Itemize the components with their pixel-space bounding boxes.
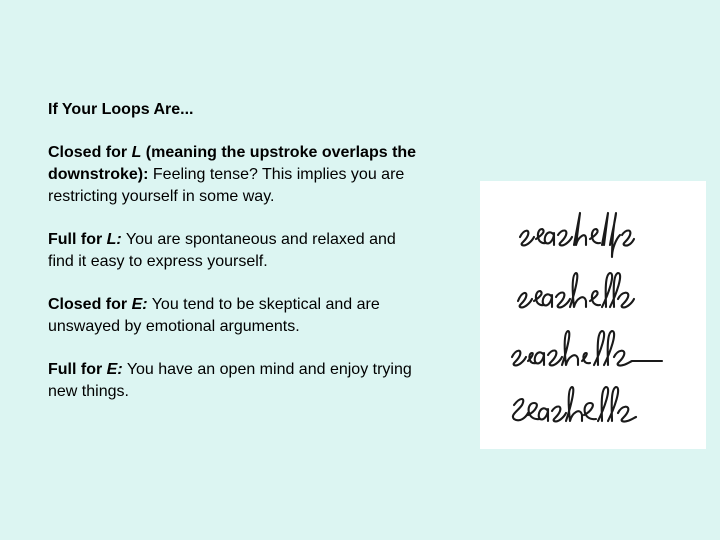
- paragraph-closed-l: [48, 142, 418, 208]
- page-title: If Your Loops Are...: [48, 101, 194, 118]
- handwriting-sample-full-l: [518, 273, 634, 307]
- paragraph-heading: [48, 361, 123, 378]
- paragraph-full-e: [48, 359, 418, 403]
- paragraph-heading: [48, 296, 148, 313]
- paragraph-body: You have an open mind and enjoy trying new things.: [48, 361, 412, 400]
- heading-letter: L:: [106, 231, 122, 248]
- handwriting-sample-closed-l: [520, 213, 634, 257]
- paragraph-full-l: [48, 229, 418, 273]
- heading-prefix: Closed for: [48, 296, 132, 313]
- paragraph-closed-e: [48, 294, 418, 338]
- loops-text-block: [48, 99, 418, 424]
- paragraph-heading: [48, 231, 122, 248]
- heading-rest: (meaning the upstroke overlaps the downstroke):: [48, 144, 417, 183]
- handwriting-samples-svg: [480, 181, 706, 449]
- handwriting-sample-closed-e: [512, 331, 662, 366]
- handwriting-samples-image: [480, 181, 706, 449]
- heading-prefix: Closed for: [48, 144, 132, 161]
- paragraph-body: Feeling tense? This implies you are restricting yourself in some way.: [48, 166, 405, 205]
- paragraph-body: You are spontaneous and relaxed and find it easy to express yourself.: [48, 231, 396, 270]
- heading-prefix: Full for: [48, 361, 107, 378]
- heading-letter: E:: [131, 296, 148, 313]
- handwriting-sample-full-e: [513, 387, 636, 422]
- heading-letter: L: [131, 144, 142, 161]
- heading-letter: E:: [106, 361, 123, 378]
- paragraph-body: You tend to be skeptical and are unswayed by emotional arguments.: [48, 296, 380, 335]
- heading-prefix: Full for: [48, 231, 107, 248]
